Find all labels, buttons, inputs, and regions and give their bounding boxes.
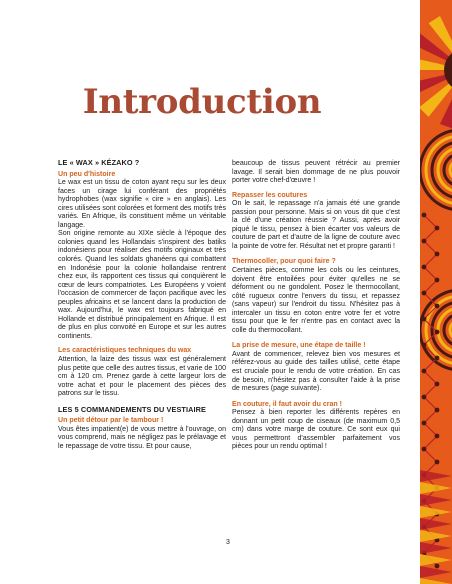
network-dot [422,265,427,270]
network-dot [435,304,440,309]
subheading-interfacing: Thermocoller, pour quoi faire ? [232,258,336,266]
network-dot [435,356,440,361]
network-dot [422,291,427,296]
paragraph-history-1: Le wax est un tissu de coton ayant reçu sur les deux faces un cirage lui conférant des propriétés hydrophobes (wax signifie « cire » en anglais). Les cires utilisées sont colorées et forment des motifs très variés. En Afrique, ils constituent même un véritable langage. [58,179,226,229]
network-dot [422,369,427,374]
paragraph-technical: Attention, la laize des tissus wax est généralement plus petite que celle des autres tissus, et varie de 100 cm à 120 cm. Prenez garde à cette largeur lors de votre achat et pour le placement des pièces des patrons sur le tissu. [58,356,226,398]
network-dot [435,278,440,283]
network-dot [435,408,440,413]
wax-pattern-band-icon [420,0,452,584]
subheading-technical: Les caractéristiques techniques du wax [58,347,192,355]
network-dot [422,213,427,218]
network-dot [435,382,440,387]
network-dot [435,226,440,231]
network-dot [422,447,427,452]
subheading-measurements: La prise de mesure, une étape de taille ! [232,342,366,350]
section-heading-wax: LE « WAX » KÉZAKO ? [58,158,140,167]
network-dot [422,317,427,322]
left-column [58,159,226,452]
paragraph-washing-cont: beaucoup de tissus peuvent rétrécir au premier lavage. Il serait bien dommage de ne plus pouvoir porter votre chef-d'œuvre ! [232,160,400,185]
paragraph-interfacing: Certaines pièces, comme les cols ou les ceintures, doivent être entoilées pour éviter qu'elles ne se déforment ou ne gondolent. Posez le thermocollant, côté rugueux contre l'envers du tissu, et repassez (sans vapeur) sur l'endroit du tissu. N'hésitez pas à intercaler un tissu en coton entre votre fer et votre tissu pour que le fer n'entre pas en contact avec la colle du thermocollant. [232,267,400,334]
subheading-notches: En couture, il faut avoir du cran ! [232,400,343,408]
network-dot [435,252,440,257]
network-dot [435,434,440,439]
wax-pattern-graphic [420,0,452,584]
page-title: Introduction [82,82,322,122]
network-dot [435,564,440,569]
page-number: 3 [226,539,230,546]
paragraph-notches: Pensez à bien reporter les différents repères en donnant un petit coup de ciseaux (de maximum 0,5 cm) dans votre marge de couture. Ce sont eux qui vous permettront d'assembler parfaitement vos pièces pour un rendu optimal ! [232,409,400,451]
network-dot [435,460,440,465]
paragraph-ironing: On le sait, le repassage n'a jamais été une grande passion pour personne. Mais si on vous dit que c'est la clé d'une création réussie ? Aussi, après avoir piqué le tissu, pensez à bien écarter vos valeurs de couture de part et d'autre de la ligne de couture avec la pointe de votre fer. Résultat net et propre garanti ! [232,200,400,250]
network-dot [422,343,427,348]
network-dot [422,421,427,426]
network-dot [422,239,427,244]
subheading-ironing: Repasser les coutures [232,191,308,199]
paragraph-measurements: Avant de commencer, relevez bien vos mesures et référez-vous au guide des tailles utilisé, cette étape est cruciale pour le rendu de votre création. En cas de besoin, n'hésitez pas à consulter l'aide à la prise de mesures (page suivante). [232,350,400,393]
subheading-washing: Un petit détour par le tambour ! [58,417,164,425]
section-heading-commandments: LES 5 COMMANDEMENTS DU VESTIAIRE [58,404,206,414]
network-dot [435,330,440,335]
paragraph-history-2: Son origine remonte au XIXe siècle à l'époque des colonies quand les Hollandais s'inspirent des batiks indonésiens pour réaliser des motifs originaux et très colorés. Quand les soldats ghanéens qui combattent en Indonésie pour la colonie hollandaise rentrent chez eux, ils rapportent ces tissus qui conquièrent le cœur de leurs compatriotes. Les Européens y voient l'occasion de commercer de façon pacifique avec les peuples africains et se lancent dans la production de wax. Aujourd'hui, le wax est toujours fabriqué en Hollande et distribué principalement en Afrique. Il est de plus en plus convoité en Europe et sur les autres continents. [58,230,226,340]
network-dot [422,395,427,400]
paragraph-washing: Vous êtes impatient(e) de vous mettre à l'ouvrage, on vous comprend, mais ne négligez pas le prélavage et le repassage de votre tissu. Et pour cause, [58,425,226,450]
subheading-history: Un peu d'histoire [58,170,116,178]
right-column [232,160,400,452]
